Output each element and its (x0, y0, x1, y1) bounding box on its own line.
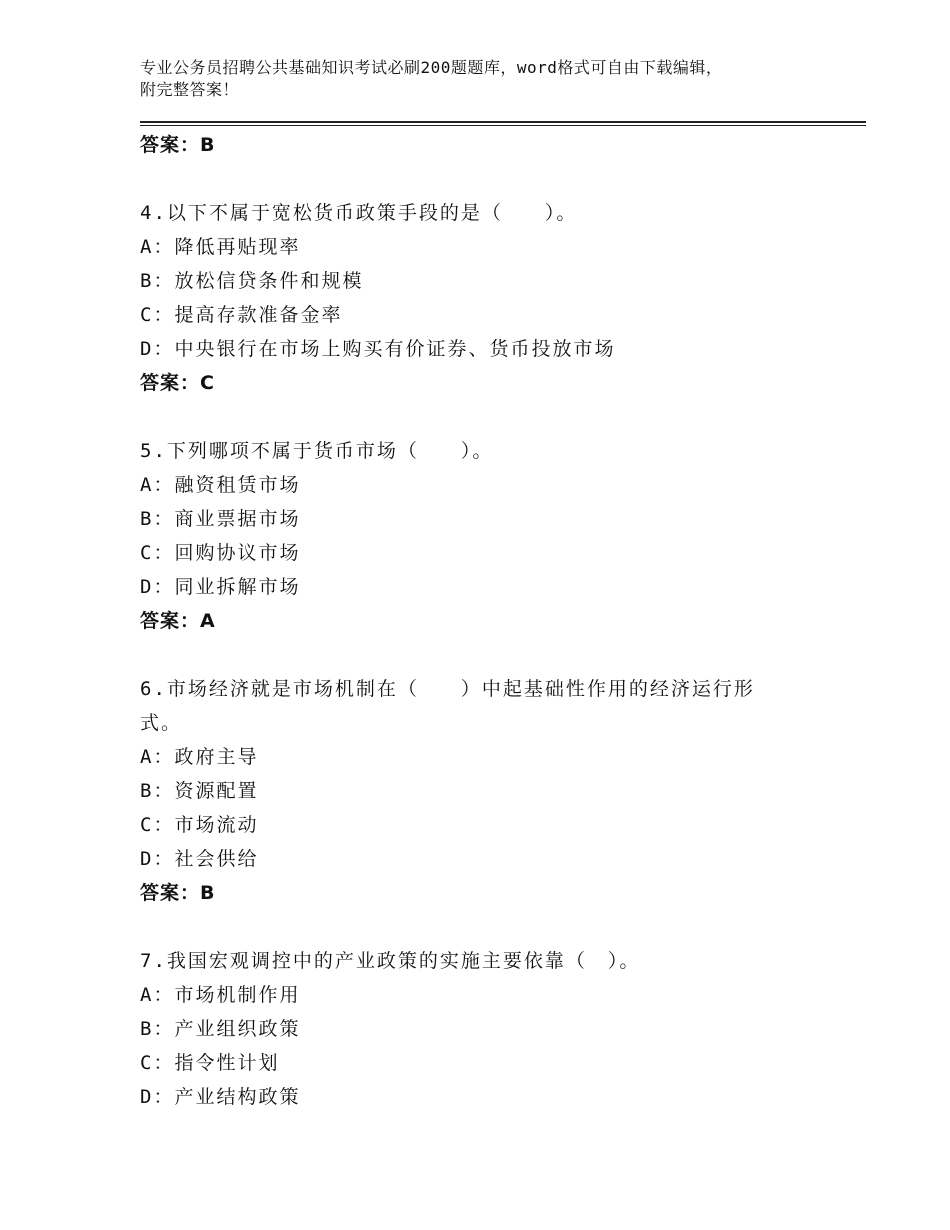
option-a: A：融资租赁市场 (140, 474, 301, 496)
header-divider-thick (140, 121, 866, 123)
option-c: C：回购协议市场 (140, 542, 301, 564)
option-d: D：中央银行在市场上购买有价证券、货币投放市场 (140, 338, 616, 360)
question-stem: 4.以下不属于宽松货币政策手段的是（ ）。 (140, 202, 578, 224)
spacer (140, 400, 840, 434)
question-stem: 6.市场经济就是市场机制在（ ）中起基础性作用的经济运行形 (140, 678, 755, 700)
header-line-1: 专业公务员招聘公共基础知识考试必刷200题题库，word格式可自由下载编辑， (140, 58, 723, 77)
question-4 (140, 196, 840, 400)
option-b: B：商业票据市场 (140, 508, 301, 530)
question-stem-continuation: 式。 (140, 712, 183, 734)
option-d: D：产业结构政策 (140, 1086, 301, 1108)
option-d: D：社会供给 (140, 848, 259, 870)
option-a: A：市场机制作用 (140, 984, 301, 1006)
answer-previous: 答案：B (140, 134, 216, 156)
option-b: B：资源配置 (140, 780, 259, 802)
option-c: C：指令性计划 (140, 1052, 280, 1074)
answer: 答案：C (140, 372, 215, 394)
option-d: D：同业拆解市场 (140, 576, 301, 598)
spacer (140, 638, 840, 672)
option-a: A：政府主导 (140, 746, 259, 768)
question-5 (140, 434, 840, 638)
question-list (140, 128, 840, 1114)
option-b: B：放松信贷条件和规模 (140, 270, 364, 292)
question-stem: 7.我国宏观调控中的产业政策的实施主要依靠（ ）。 (140, 950, 641, 972)
header-line-2: 附完整答案！ (140, 80, 240, 99)
option-a: A：降低再贴现率 (140, 236, 301, 258)
option-b: B：产业组织政策 (140, 1018, 301, 1040)
question-stem: 5.下列哪项不属于货币市场（ ）。 (140, 440, 494, 462)
question-7 (140, 944, 840, 1114)
option-c: C：市场流动 (140, 814, 259, 836)
question-6 (140, 672, 840, 910)
document-header (140, 57, 820, 101)
header-divider-thin (140, 125, 866, 126)
answer: 答案：A (140, 610, 216, 632)
answer: 答案：B (140, 882, 216, 904)
option-c: C：提高存款准备金率 (140, 304, 343, 326)
spacer (140, 162, 840, 196)
spacer (140, 910, 840, 944)
